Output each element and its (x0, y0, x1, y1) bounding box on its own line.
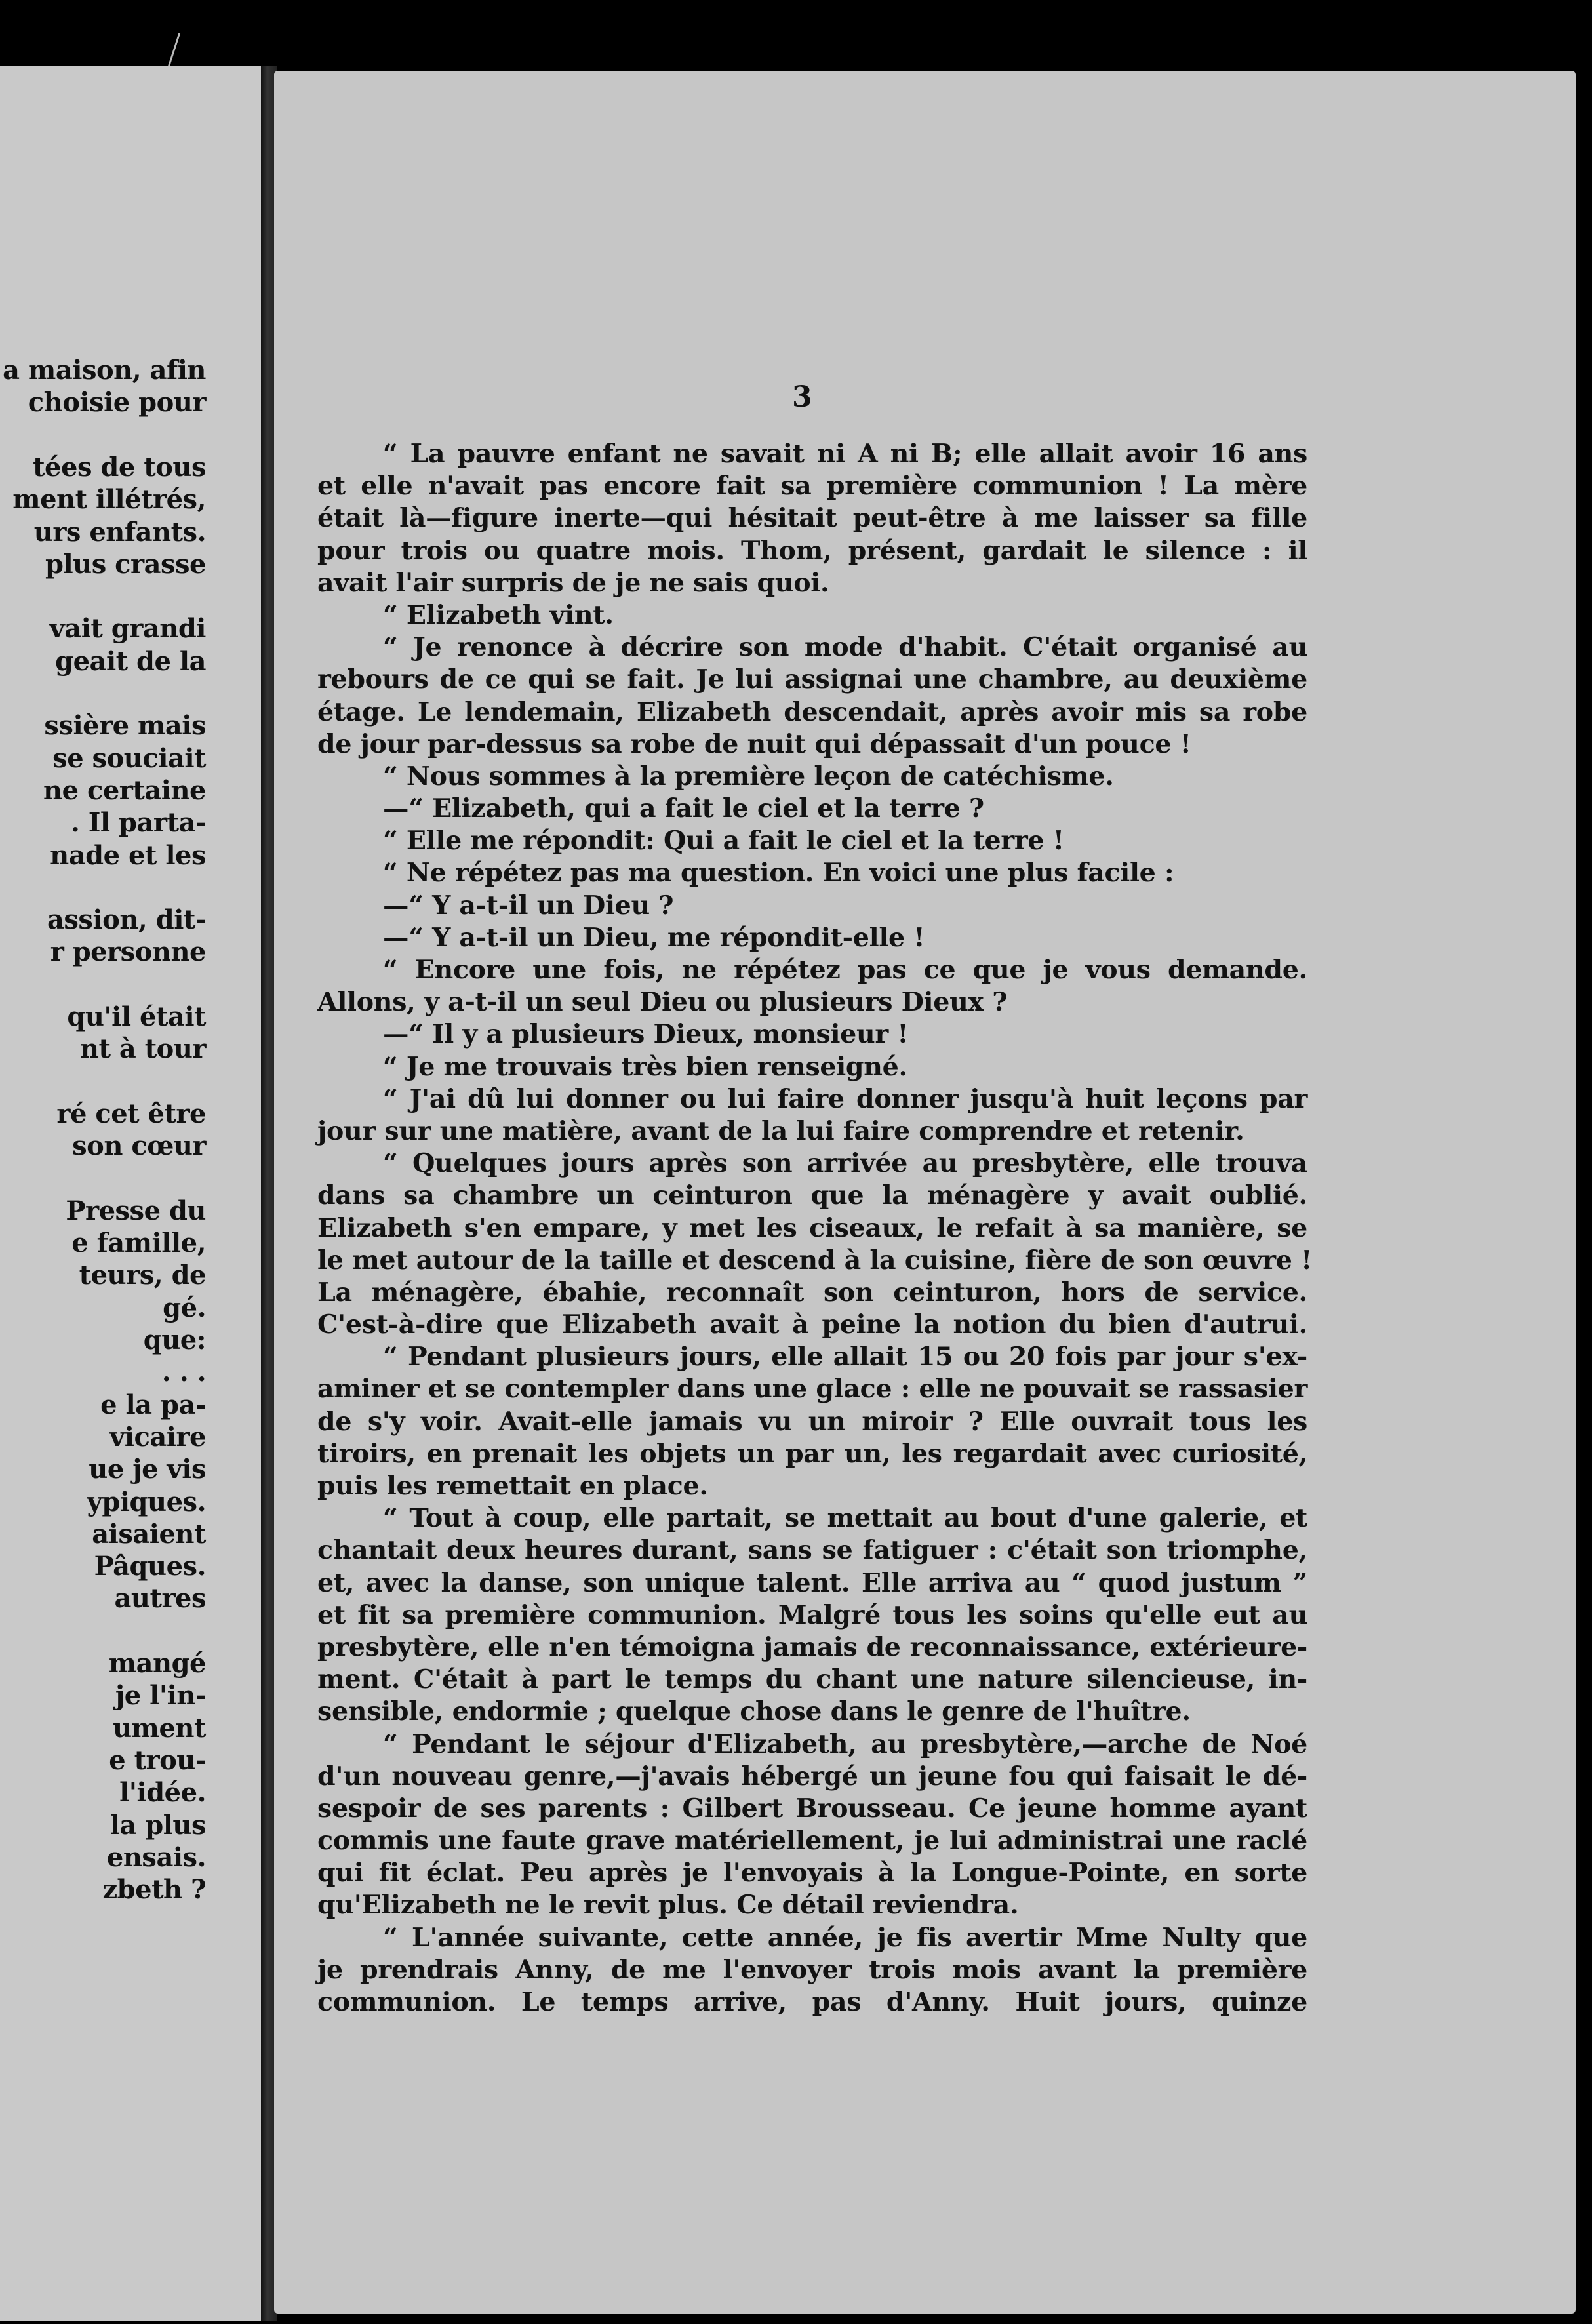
text-line: “ J'ai dû lui donner ou lui faire donner jusqu'à huit leçons par (383, 1083, 1307, 1114)
left-page-fragment: ypiques. (87, 1486, 206, 1517)
left-page-fragment: assion, dit- (47, 904, 206, 936)
page-number: 3 (792, 380, 812, 414)
left-page-fragment: mangé (108, 1648, 206, 1679)
text-line: tiroirs, en prenait les objets un par un, les regardait avec curiosité, (317, 1438, 1307, 1469)
left-page-fragment: ue je vis (89, 1454, 206, 1485)
text-line: ment. C'était à part le temps du chant une nature silencieuse, in- (317, 1664, 1307, 1695)
left-page-fragment: aisaient (92, 1518, 206, 1550)
text-line: puis les remettait en place. (317, 1471, 708, 1501)
text-line: C'est-à-dire que Elizabeth avait à peine la notion du bien d'autrui. (317, 1310, 1307, 1340)
left-page-fragment: urs enfants. (33, 516, 206, 548)
left-page-fragment: teurs, de (79, 1260, 206, 1291)
text-line: et, avec la danse, son unique talent. Elle arriva au “ quod justum ” (317, 1567, 1307, 1598)
left-page-fragment: la plus (109, 1809, 206, 1841)
left-page-fragment: . Il parta- (70, 807, 206, 839)
text-line: étage. Le lendemain, Elizabeth descendait, après avoir mis sa robe (317, 696, 1307, 727)
left-page-fragment: nt à tour (79, 1033, 206, 1065)
left-page-fragment: r personne (50, 936, 206, 968)
text-line: sensible, endormie ; quelque chose dans le genre de l'huître. (317, 1696, 1191, 1727)
left-page-fragment: ssière mais (44, 710, 206, 742)
left-page-fragment: choisie pour (28, 387, 206, 418)
text-line: “ Elizabeth vint. (383, 599, 614, 630)
left-page-fragment: geait de la (55, 645, 206, 677)
left-page-fragment: autres (114, 1583, 206, 1614)
text-line: “ Je me trouvais très bien renseigné. (383, 1051, 907, 1082)
text-line: “ L'année suivante, cette année, je fis avertir Mme Nulty que (383, 1922, 1307, 1953)
left-page-fragment: que: (143, 1325, 206, 1355)
body-text (317, 438, 1313, 2018)
text-line: commis une faute grave matériellement, je lui administrai une raclé (317, 1826, 1307, 1856)
left-page-fragment: ensais. (106, 1841, 206, 1873)
left-page-fragment: je l'in- (115, 1680, 206, 1712)
text-line: “ Pendant plusieurs jours, elle allait 15 ou 20 fois par jour s'ex- (383, 1342, 1307, 1372)
text-line: Allons, y a-t-il un seul Dieu ou plusieurs Dieux ? (317, 987, 1008, 1018)
left-page-fragment: Presse du (66, 1195, 206, 1226)
text-line: sespoir de ses parents : Gilbert Brousseau. Ce jeune homme ayant (317, 1793, 1307, 1824)
text-line: La ménagère, ébahie, reconnaît son ceinturon, hors de service. (317, 1277, 1307, 1308)
left-page-fragment: a maison, afin (3, 355, 206, 386)
text-line: de jour par-dessus sa robe de nuit qui dépassait d'un pouce ! (317, 729, 1191, 759)
text-line: “ Ne répétez pas ma question. En voici une plus facile : (383, 858, 1174, 889)
left-page-fragment: e la pa- (100, 1389, 206, 1420)
left-page-fragment: ment illétrés, (12, 484, 206, 515)
text-line: “ Elle me répondit: Qui a fait le ciel et la terre ! (383, 826, 1064, 856)
text-line: de s'y voir. Avait-elle jamais vu un miroir ? Elle ouvrait tous les (317, 1406, 1307, 1437)
text-line: —“ Il y a plusieurs Dieux, monsieur ! (383, 1019, 909, 1050)
left-page-fragment: ré cet être (56, 1098, 206, 1129)
text-line: rebours de ce qui se fait. Je lui assignai une chambre, au deuxième (317, 664, 1307, 695)
text-line: d'un nouveau genre,—j'avais hébergé un jeune fou qui faisait le dé- (317, 1761, 1307, 1792)
text-line: qui fit éclat. Peu après je l'envoyais à la Longue-Pointe, en sorte (317, 1858, 1307, 1889)
left-page-fragment: zbeth ? (102, 1874, 206, 1906)
text-line: jour sur une matière, avant de la lui faire comprendre et retenir. (317, 1115, 1244, 1146)
left-page-fragment: tées de tous (33, 451, 206, 483)
text-line: —“ Y a-t-il un Dieu, me répondit-elle ! (383, 922, 925, 953)
left-page-fragment: vicaire (109, 1421, 206, 1452)
left-page-fragment: vait grandi (49, 613, 206, 645)
text-line: “ Pendant le séjour d'Elizabeth, au presbytère,—arche de Noé (383, 1729, 1307, 1759)
text-line: presbytère, elle n'en témoigna jamais de reconnaissance, extérieure- (317, 1632, 1307, 1662)
left-page-fragment: se souciait (52, 742, 206, 774)
text-line: était là—figure inerte—qui hésitait peut-être à me laisser sa fille (317, 503, 1307, 534)
text-line: —“ Y a-t-il un Dieu ? (383, 890, 674, 921)
text-line: je prendrais Anny, de me l'envoyer trois mois avant la première (317, 1954, 1307, 1985)
text-line: communion. Le temps arrive, pas d'Anny. Huit jours, quinze (317, 1987, 1307, 2017)
text-line: dans sa chambre un ceinturon que la ménagère y avait oublié. (317, 1180, 1307, 1211)
text-line: “ La pauvre enfant ne savait ni A ni B; elle allait avoir 16 ans (383, 439, 1307, 469)
left-page-fragment: e trou- (109, 1744, 206, 1776)
left-page-fragment: ne certaine (43, 774, 206, 806)
text-line: Elizabeth s'en empare, y met les ciseaux, le refait à sa manière, se (317, 1212, 1307, 1243)
text-line: le met autour de la taille et descend à la cuisine, fière de son œuvre ! (317, 1245, 1313, 1275)
left-page-fragment: ument (113, 1712, 206, 1744)
text-line: chantait deux heures durant, sans se fatiguer : c'était son triomphe, (317, 1535, 1307, 1566)
left-page-fragment: qu'il était (67, 1001, 206, 1032)
text-line: qu'Elizabeth ne le revit plus. Ce détail reviendra. (317, 1890, 1019, 1921)
left-page-fragment: l'idée. (119, 1777, 206, 1809)
text-line: “ Quelques jours après son arrivée au presbytère, elle trouva (383, 1148, 1307, 1179)
text-line: et fit sa première communion. Malgré tous les soins qu'elle eut au (317, 1599, 1307, 1630)
text-line: aminer et se contempler dans une glace : elle ne pouvait se rassasier (317, 1374, 1307, 1405)
text-line: —“ Elizabeth, qui a fait le ciel et la terre ? (383, 793, 984, 824)
text-line: “ Nous sommes à la première leçon de catéchisme. (383, 761, 1114, 791)
left-page-fragment: gé. (163, 1292, 206, 1323)
text-line: “ Tout à coup, elle partait, se mettait au bout d'une galerie, et (383, 1503, 1307, 1534)
left-page-fragment: son cœur (72, 1131, 206, 1162)
text-line: “ Encore une fois, ne répétez pas ce que je vous demande. (383, 955, 1307, 985)
left-page-edge (0, 66, 262, 2321)
text-line: avait l'air surpris de je ne sais quoi. (317, 567, 829, 598)
text-line: et elle n'avait pas encore fait sa première communion ! La mère (317, 471, 1307, 502)
left-page-fragment: plus crasse (45, 548, 206, 580)
left-page-fragment: nade et les (50, 839, 206, 871)
left-page-fragment: e famille, (71, 1228, 206, 1259)
text-line: “ Je renonce à décrire son mode d'habit. C'était organisé au (383, 632, 1307, 663)
text-line: pour trois ou quatre mois. Thom, présent, gardait le silence : il (317, 535, 1307, 566)
left-page-fragment: Pâques. (94, 1551, 206, 1582)
left-page-fragment: . . . (161, 1357, 206, 1388)
